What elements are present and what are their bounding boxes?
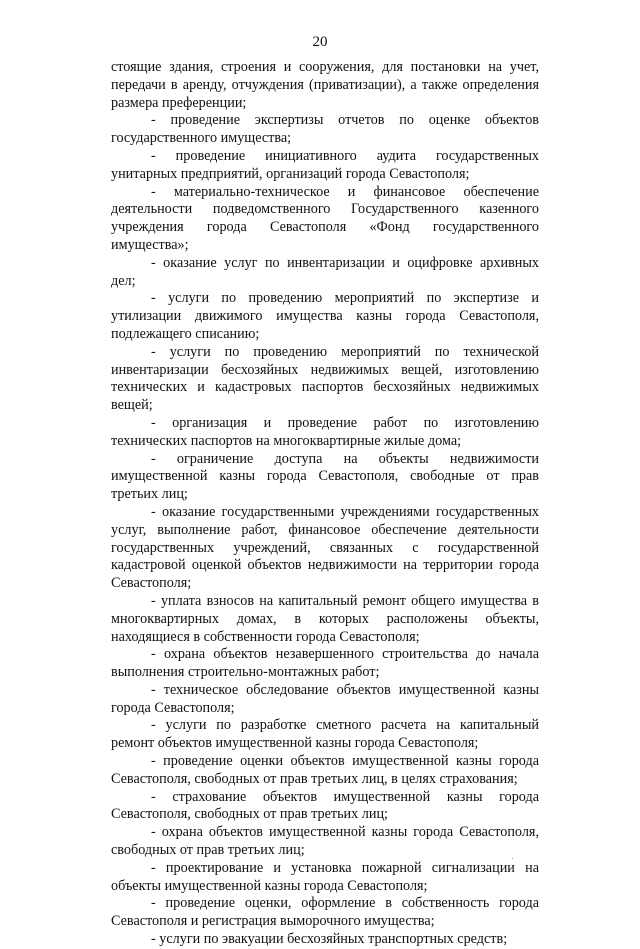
list-item: - проектирование и установка пожарной сигнализации на объекты имущественной казны города Севастополя; xyxy=(111,859,539,894)
list-item: - ограничение доступа на объекты недвижимости имущественной казны города Севастополя, свободные от прав третьих лиц; xyxy=(111,450,539,503)
list-item: - страхование объектов имущественной казны города Севастополя, свободных от прав третьих лиц; xyxy=(111,788,539,823)
list-item: - оказание услуг по инвентаризации и оцифровке архивных дел; xyxy=(111,254,539,289)
list-item: - охрана объектов незавершенного строительства до начала выполнения строительно-монтажных работ; xyxy=(111,646,539,681)
list-item: - проведение оценки, оформление в собственность города Севастополя и регистрация выморочного имущества; xyxy=(111,895,539,930)
list-item: - материально-техническое и финансовое обеспечение деятельности подведомственного Государственного казенного учреждения города Севастополя «Фонд государственного имущества»; xyxy=(111,183,539,253)
list-item: - услуги по разработке сметного расчета на капитальный ремонт объектов имущественной казны города Севастополя; xyxy=(111,717,539,752)
list-item: - услуги по эвакуации бесхозяйных транспортных средств; xyxy=(151,931,508,948)
list-item: - проведение экспертизы отчетов по оценке объектов государственного имущества; xyxy=(111,112,539,147)
list-item: - техническое обследование объектов имущественной казны города Севастополя; xyxy=(111,681,539,716)
list-item: - уплата взносов на капитальный ремонт общего имущества в многоквартирных домах, в которых расположены объекты, находящиеся в собственности города Севастополя; xyxy=(111,592,539,645)
list-item: - охрана объектов имущественной казны города Севастополя, свободных от прав третьих лиц; xyxy=(111,824,539,859)
list-item: - проведение инициативного аудита государственных унитарных предприятий, организаций города Севастополя; xyxy=(111,147,539,182)
list-item: - услуги по проведению мероприятий по технической инвентаризации бесхозяйных недвижимых вещей, изготовлению технических и кадастровых паспортов бесхозяйных недвижимых вещей; xyxy=(111,343,539,414)
page-number: 20 xyxy=(312,34,328,50)
body-text xyxy=(111,59,539,949)
scan-speck xyxy=(512,858,513,859)
list-item: - проведение оценки объектов имущественной казны города Севастополя, свободных от прав третьих лиц, в целях страхования; xyxy=(111,753,539,787)
list-item: - организация и проведение работ по изготовлению технических паспортов на многоквартирные жилые дома; xyxy=(111,414,539,449)
list-item: - оказание государственными учреждениями государственных услуг, выполнение работ, финансовое обеспечение деятельности государственных учреждений, связанных с государственной кадастровой оценкой объектов недвижимости на территории города Севастополя; xyxy=(111,503,539,592)
paragraph-continuation: стоящие здания, строения и сооружения, для постановки на учет, передачи в аренду, отчуждения (приватизации), а также определения размера преференции; xyxy=(111,59,539,111)
list-item: - услуги по проведению мероприятий по экспертизе и утилизации движимого имущества казны города Севастополя, подлежащего списанию; xyxy=(111,290,539,342)
